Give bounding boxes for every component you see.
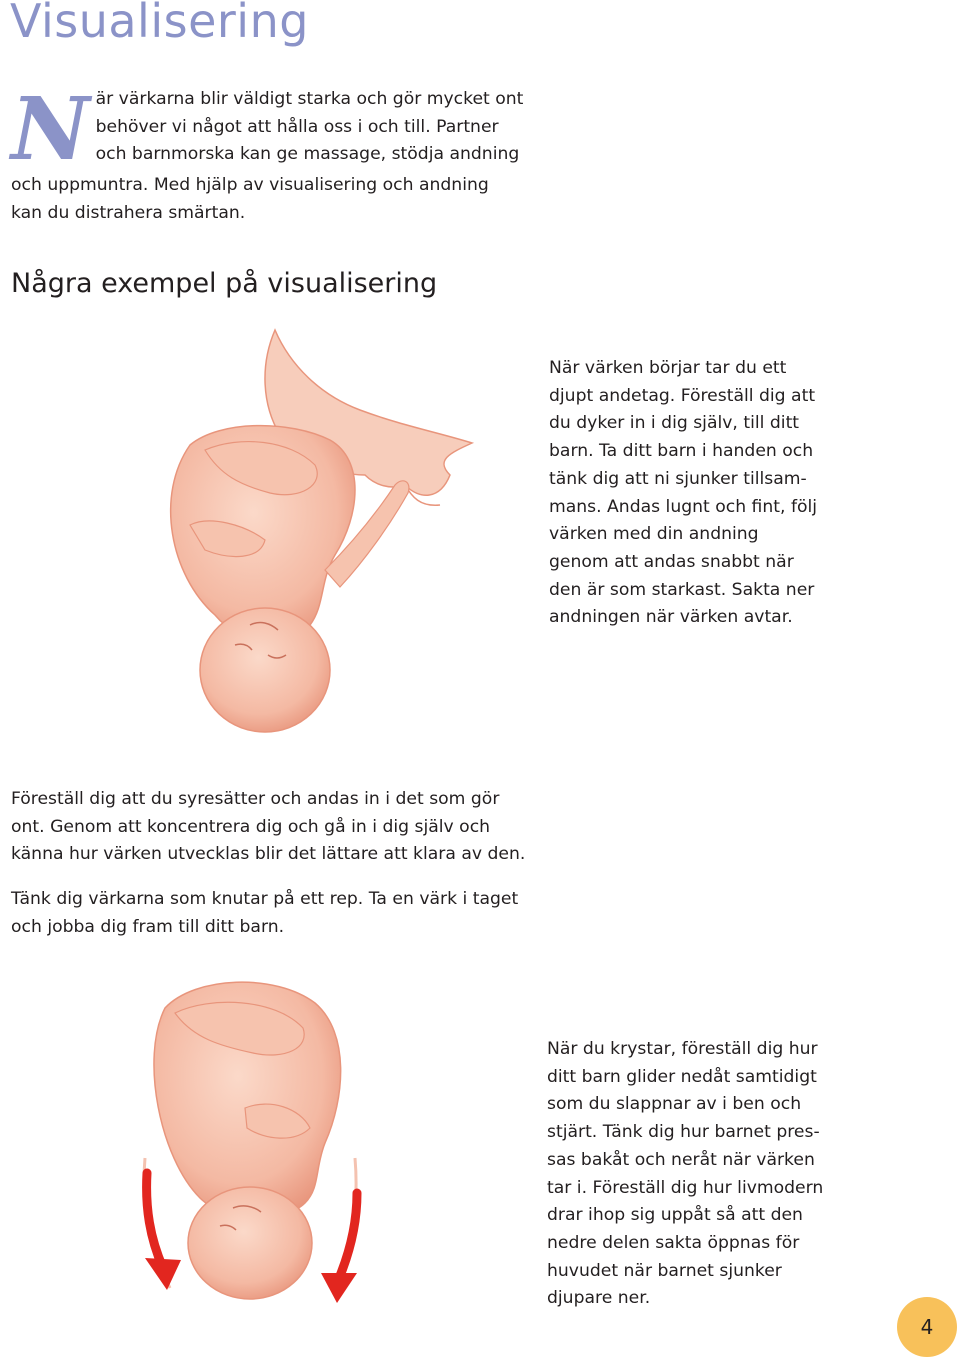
text-line: andningen när värken avtar. [549, 607, 793, 628]
text-block-oxygenate [11, 786, 525, 869]
text-line: drar ihop sig uppåt så att den [547, 1205, 803, 1226]
text-line: tänk dig att ni sjunker tillsam- [549, 468, 807, 489]
intro-line: och uppmuntra. Med hjälp av visualisering och andning [11, 175, 489, 195]
text-line: huvudet när barnet sjunker [547, 1260, 782, 1281]
drop-cap: N [11, 79, 90, 180]
intro-line: behöver vi något att hålla oss i och till. Partner [95, 116, 499, 137]
intro-paragraph [11, 79, 531, 227]
text-line: nedre delen sakta öppnas för [547, 1232, 800, 1253]
text-line: djupare ner. [547, 1288, 651, 1309]
text-line: ditt barn glider nedåt samtidigt [547, 1066, 817, 1087]
text-line: värken med din andning [549, 524, 759, 545]
baby-descending-illustration [125, 968, 375, 1348]
section-heading: Några exempel på visualisering [11, 268, 438, 299]
text-block-pushing [547, 1036, 823, 1313]
text-line: djupt andetag. Föreställ dig att [549, 385, 816, 406]
text-line: känna hur värken utvecklas blir det lättare att klara av den. [11, 844, 526, 865]
intro-line: kan du distrahera smärtan. [11, 202, 246, 223]
text-line: barn. Ta ditt barn i handen och [549, 441, 814, 462]
text-line: mans. Andas lugnt och fint, följ [549, 496, 818, 517]
text-line: genom att andas snabbt när [549, 551, 794, 572]
text-line: Tänk dig värkarna som knutar på ett rep. Ta en värk i taget [11, 889, 519, 909]
baby-holding-hand-illustration [150, 325, 490, 745]
text-line: stjärt. Tänk dig hur barnet pres- [547, 1122, 820, 1143]
page-number: 4 [920, 1315, 934, 1339]
text-line: ont. Genom att koncentrera dig och gå in i dig själv och [11, 816, 491, 837]
page-title: Visualisering [10, 0, 309, 48]
text-line: När värken börjar tar du ett [549, 358, 787, 378]
text-block-breathing [549, 355, 817, 632]
text-line: tar i. Föreställ dig hur livmodern [547, 1177, 824, 1198]
text-line: du dyker in i dig själv, till ditt [549, 413, 800, 434]
intro-line: är värkarna blir väldigt starka och gör mycket ont [95, 89, 524, 109]
text-line: Föreställ dig att du syresätter och andas in i det som gör [11, 789, 500, 809]
intro-line: och barnmorska kan ge massage, stödja andning [95, 144, 520, 165]
text-block-knots [11, 886, 518, 941]
text-line: sas bakåt och neråt när värken [547, 1149, 815, 1170]
page-number-badge [897, 1297, 957, 1357]
text-line: som du slappnar av i ben och [547, 1094, 802, 1115]
text-line: När du krystar, föreställ dig hur [547, 1039, 818, 1059]
text-line: och jobba dig fram till ditt barn. [11, 916, 285, 937]
text-line: den är som starkast. Sakta ner [549, 579, 815, 600]
